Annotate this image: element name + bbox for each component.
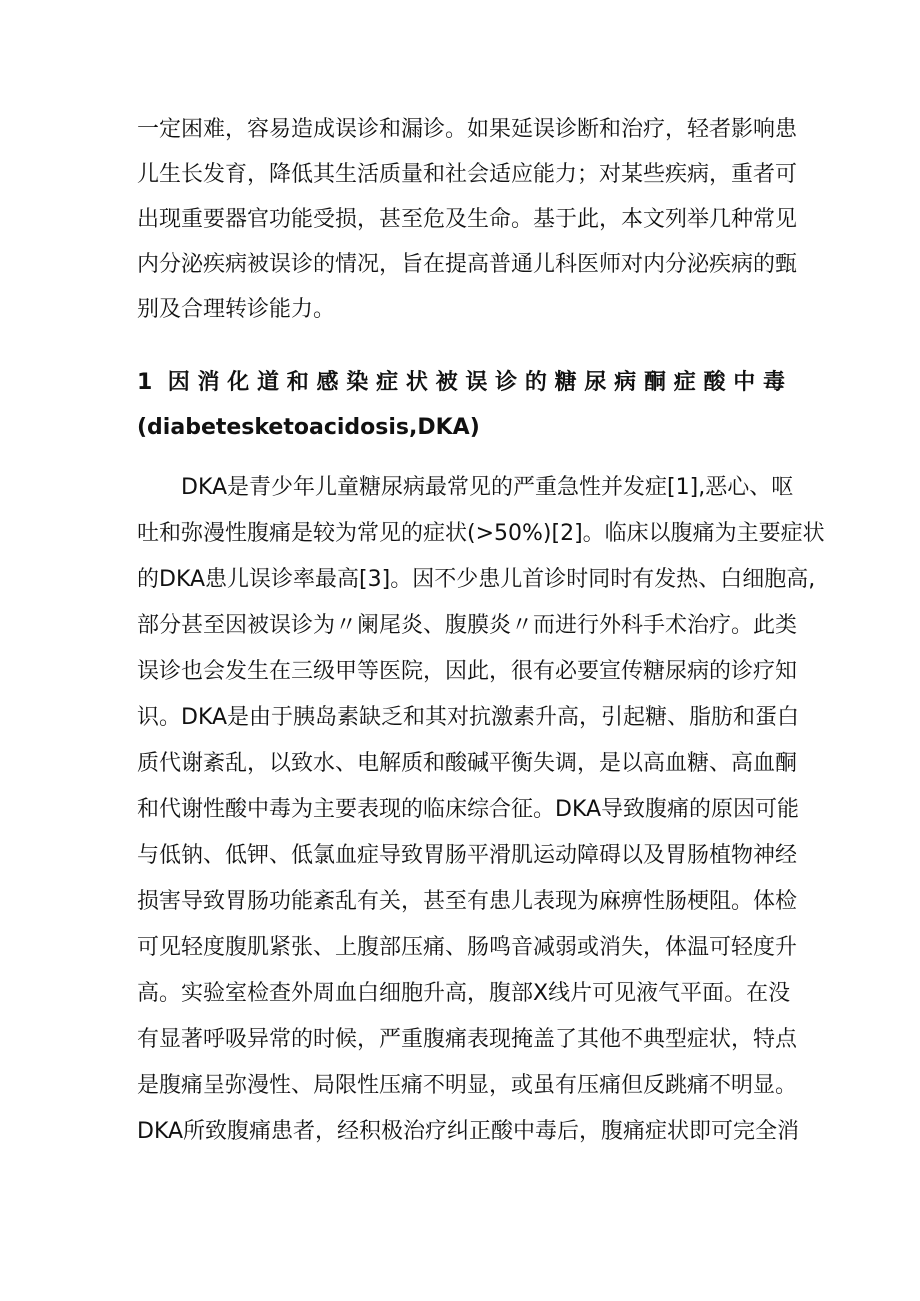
text-line: 别及合理转诊能力。 — [137, 297, 336, 322]
text-line: 一定困难，容易造成误诊和漏诊。如果延误诊断和治疗，轻者影响患 — [137, 117, 798, 142]
text-line: 出现重要器官功能受损，甚至危及生命。基于此，本文列举几种常见 — [137, 207, 798, 232]
text-line: 与低钠、低钾、低氯血症导致胃肠平滑肌运动障碍以及胃肠植物神经 — [137, 843, 798, 868]
text-line: DKA是青少年儿童糖尿病最常见的严重急性并发症[1],恶心、呕 — [181, 475, 794, 500]
section-heading-line: 1 因消化道和感染症状被误诊的糖尿病酮症酸中毒 — [137, 370, 785, 395]
text-line: 和代谢性酸中毒为主要表现的临床综合征。DKA导致腹痛的原因可能 — [137, 797, 800, 822]
section-heading-line: (diabetesketoacidosis,DKA) — [137, 415, 480, 440]
text-line: 损害导致胃肠功能紊乱有关，甚至有患儿表现为麻痹性肠梗阻。体检 — [137, 889, 798, 914]
text-line: 的DKA患儿误诊率最高[3]。因不少患儿首诊时同时有发热、白细胞高, — [137, 567, 816, 592]
text-line: 吐和弥漫性腹痛是较为常见的症状(>50%)[2]。临床以腹痛为主要症状 — [137, 521, 825, 546]
text-line: 质代谢紊乱，以致水、电解质和酸碱平衡失调，是以高血糖、高血酮 — [137, 751, 798, 776]
text-line: 有显著呼吸异常的时候，严重腹痛表现掩盖了其他不典型症状，特点 — [137, 1027, 798, 1052]
text-line: 识。DKA是由于胰岛素缺乏和其对抗激素升高，引起糖、脂肪和蛋白 — [137, 705, 800, 730]
text-line: 可见轻度腹肌紧张、上腹部压痛、肠鸣音减弱或消失，体温可轻度升 — [137, 935, 798, 960]
text-line: DKA所致腹痛患者，经积极治疗纠正酸中毒后，腹痛症状即可完全消 — [137, 1119, 800, 1144]
text-line: 误诊也会发生在三级甲等医院，因此，很有必要宣传糖尿病的诊疗知 — [137, 659, 798, 684]
text-line: 部分甚至因被误诊为〃阑尾炎、腹膜炎〃而进行外科手术治疗。此类 — [137, 613, 798, 638]
text-line: 内分泌疾病被误诊的情况，旨在提高普通儿科医师对内分泌疾病的甄 — [137, 252, 798, 277]
text-line: 儿生长发育，降低其生活质量和社会适应能力；对某些疾病，重者可 — [137, 162, 798, 187]
text-line: 是腹痛呈弥漫性、局限性压痛不明显，或虽有压痛但反跳痛不明显。 — [137, 1073, 798, 1098]
text-line: 高。实验室检查外周血白细胞升高，腹部X线片可见液气平面。在没 — [137, 981, 791, 1006]
